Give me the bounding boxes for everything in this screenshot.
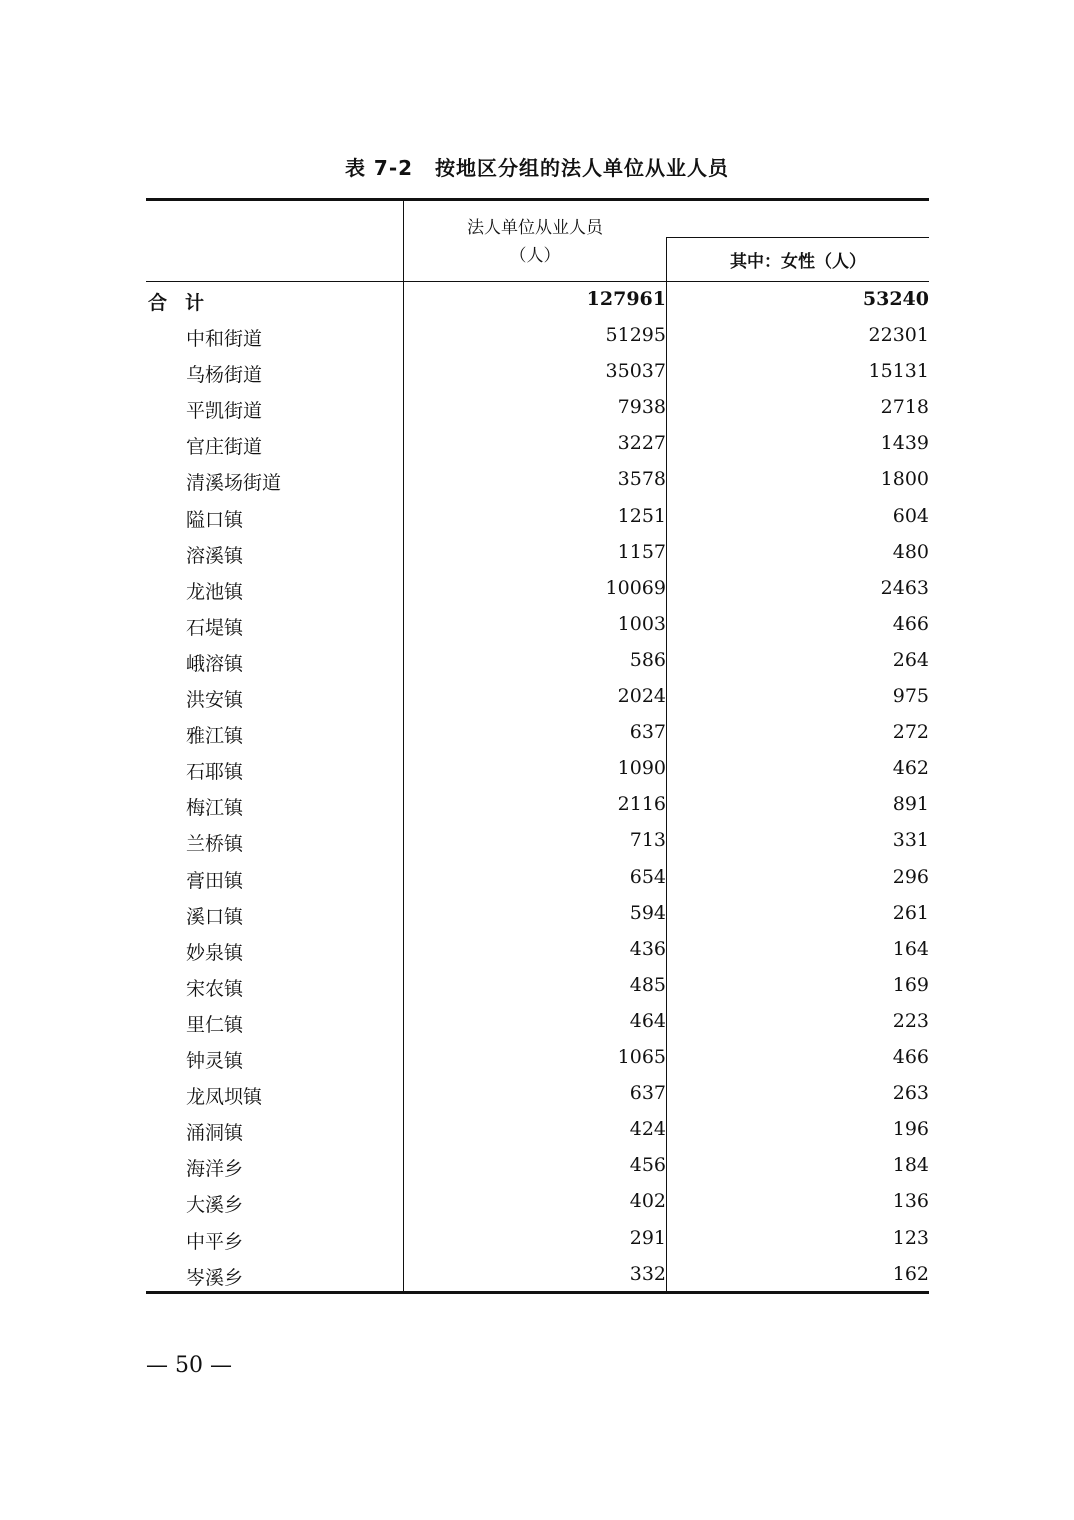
employees-value: 402 [629,1190,666,1212]
female-value: 1439 [880,432,929,454]
table-row [146,862,929,898]
employees-value: 35037 [605,360,666,382]
female-value: 462 [892,757,929,779]
employees-value: 1251 [617,505,666,527]
employees-value: 485 [629,974,666,996]
table-row [146,573,929,609]
table-row [146,392,929,428]
region-name: 涌洞镇 [186,1122,244,1144]
employees-value: 586 [629,649,666,671]
table-row [146,501,929,537]
region-name: 龙池镇 [186,581,244,603]
total-row [146,284,929,320]
region-name: 溪口镇 [186,906,244,928]
region-name: 妙泉镇 [186,942,244,964]
employees-value: 464 [629,1010,666,1032]
female-value: 891 [892,793,929,815]
total-employees: 127961 [586,288,666,310]
table-row [146,825,929,861]
employees-value: 424 [629,1118,666,1140]
region-name: 岑溪乡 [186,1267,244,1289]
region-name: 石堤镇 [186,617,244,639]
table-row [146,1042,929,1078]
region-name: 溶溪镇 [186,545,244,567]
table-row [146,1186,929,1222]
table-row [146,320,929,356]
employees-value: 3227 [617,432,666,454]
female-value: 480 [892,541,929,563]
bottom-rule [146,1291,929,1294]
employees-value: 332 [629,1263,666,1285]
female-value: 15131 [868,360,929,382]
region-name: 龙凤坝镇 [186,1086,263,1108]
table-row [146,1078,929,1114]
table-row [146,537,929,573]
employees-value: 2116 [617,793,666,815]
employees-value: 10069 [605,577,666,599]
region-name: 梅江镇 [186,797,244,819]
employees-value: 51295 [605,324,666,346]
employees-value: 436 [629,938,666,960]
region-name: 里仁镇 [186,1014,244,1036]
female-value: 264 [892,649,929,671]
table-row [146,1223,929,1259]
table-row [146,898,929,934]
female-value: 604 [892,505,929,527]
table-row [146,934,929,970]
female-value: 223 [892,1010,929,1032]
female-value: 331 [892,829,929,851]
female-value: 975 [892,685,929,707]
table-row [146,1259,929,1295]
table-row [146,681,929,717]
female-value: 466 [892,613,929,635]
column-header-employees [404,214,666,270]
table-row [146,356,929,392]
region-name: 乌杨街道 [186,364,263,386]
female-value: 2463 [880,577,929,599]
employees-value: 1065 [617,1046,666,1068]
female-value: 272 [892,721,929,743]
employees-value: 654 [629,866,666,888]
employees-value: 637 [629,1082,666,1104]
female-value: 466 [892,1046,929,1068]
employees-value: 3578 [617,468,666,490]
employees-value: 7938 [617,396,666,418]
region-name: 峨溶镇 [186,653,244,675]
region-name: 平凯街道 [186,400,263,422]
column-header-employees-label: 法人单位从业人员 [467,218,603,238]
employees-value: 2024 [617,685,666,707]
region-name: 隘口镇 [186,509,244,531]
table-number: 表 7-2 [344,156,414,180]
total-label: 合计 [148,292,223,314]
female-value: 123 [892,1227,929,1249]
employees-value: 456 [629,1154,666,1176]
female-value: 169 [892,974,929,996]
column-header-employees-unit: （人） [509,246,561,266]
total-female: 53240 [862,288,929,310]
employees-value: 1090 [617,757,666,779]
region-name: 兰桥镇 [186,833,244,855]
table-row [146,789,929,825]
table-row [146,609,929,645]
region-name: 官庄街道 [186,436,263,458]
table-row [146,717,929,753]
region-name: 膏田镇 [186,870,244,892]
region-name: 石耶镇 [186,761,244,783]
female-value: 2718 [880,396,929,418]
table-row [146,645,929,681]
table-row [146,753,929,789]
top-rule [146,198,929,201]
table-row [146,1150,929,1186]
female-value: 184 [892,1154,929,1176]
region-name: 大溪乡 [186,1194,244,1216]
female-value: 136 [892,1190,929,1212]
female-value: 196 [892,1118,929,1140]
female-value: 164 [892,938,929,960]
region-name: 洪安镇 [186,689,244,711]
employees-value: 291 [629,1227,666,1249]
region-name: 宋农镇 [186,978,244,1000]
employees-value: 1157 [617,541,666,563]
employees-value: 594 [629,902,666,924]
region-name: 中和街道 [186,328,263,350]
region-name: 中平乡 [186,1231,244,1253]
header-sub-rule [666,237,929,238]
region-name: 钟灵镇 [186,1050,244,1072]
table-row [146,970,929,1006]
female-value: 22301 [868,324,929,346]
female-value: 162 [892,1263,929,1285]
female-value: 263 [892,1082,929,1104]
table-row [146,1006,929,1042]
page-number: — 50 — [146,1353,232,1378]
table-row [146,428,929,464]
region-name: 海洋乡 [186,1158,244,1180]
table-row [146,1114,929,1150]
region-name: 雅江镇 [186,725,244,747]
header-rule [146,281,929,282]
column-header-female: 其中：女性（人） [730,252,866,272]
region-name: 清溪场街道 [186,472,282,494]
table-title-text: 按地区分组的法人单位从业人员 [435,156,730,180]
female-value: 296 [892,866,929,888]
table-row [146,464,929,500]
female-value: 261 [892,902,929,924]
table-title [0,152,1074,181]
employees-value: 713 [629,829,666,851]
employees-value: 1003 [617,613,666,635]
female-value: 1800 [880,468,929,490]
employees-value: 637 [629,721,666,743]
